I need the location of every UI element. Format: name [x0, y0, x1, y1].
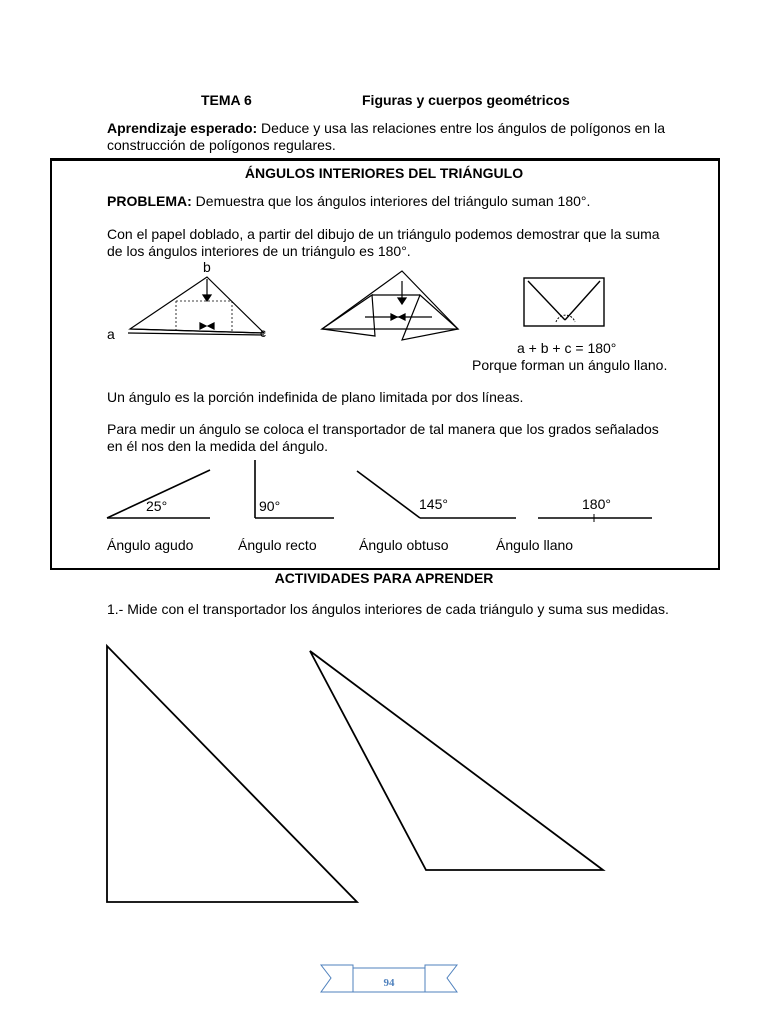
activities-title: ACTIVIDADES PARA APRENDER: [274, 570, 494, 586]
straight-name: Ángulo llano: [496, 537, 574, 553]
acute-degree: 25°: [146, 498, 168, 514]
triangle-2: [310, 651, 603, 870]
subject-title: Figuras y cuerpos geométricos: [362, 92, 570, 108]
problema-label: PROBLEMA:: [107, 193, 192, 209]
vertex-label-c: c: [260, 326, 266, 340]
aprendizaje-line2: construcción de polígonos regulares.: [107, 137, 336, 153]
problema-text: Demuestra que los ángulos interiores del triángulo suman 180°.: [191, 193, 591, 209]
triangle-1: [107, 646, 357, 902]
right-degree: 90°: [259, 498, 281, 514]
acute-name: Ángulo agudo: [107, 537, 194, 553]
activity-item-1: 1.- Mide con el transportador los ángulos interiores de cada triángulo y suma sus medidas.: [107, 601, 669, 617]
obtuse-degree: 145°: [419, 496, 448, 512]
angle-definition: Un ángulo es la porción indefinida de plano limitada por dos líneas.: [107, 389, 524, 405]
paragraph1-line1: Con el papel doblado, a partir del dibujo de un triángulo podemos demostrar que la suma: [107, 226, 660, 242]
aprendizaje-text: Deduce y usa las relaciones entre los ángulos de polígonos en la: [257, 120, 665, 136]
sum-formula: a + b + c = 180°: [517, 340, 617, 356]
paragraph1-line2: de los ángulos interiores de un triángulo es 180°.: [107, 243, 411, 259]
box-title: ÁNGULOS INTERIORES DEL TRIÁNGULO: [244, 165, 524, 181]
paragraph2-line1: Para medir un ángulo se coloca el transportador de tal manera que los grados señalados: [107, 421, 659, 437]
aprendizaje-label: Aprendizaje esperado:: [107, 120, 258, 136]
right-name: Ángulo recto: [238, 537, 317, 553]
page-number: 94: [383, 977, 395, 989]
vertex-label-a: a: [107, 326, 115, 342]
sum-reason: Porque forman un ángulo llano.: [472, 357, 668, 373]
vertex-label-b: b: [203, 259, 211, 275]
tema-label: TEMA 6: [201, 92, 252, 108]
paragraph2-line2: en él nos den la medida del ángulo.: [107, 438, 329, 454]
straight-degree: 180°: [582, 496, 611, 512]
obtuse-name: Ángulo obtuso: [359, 537, 449, 553]
